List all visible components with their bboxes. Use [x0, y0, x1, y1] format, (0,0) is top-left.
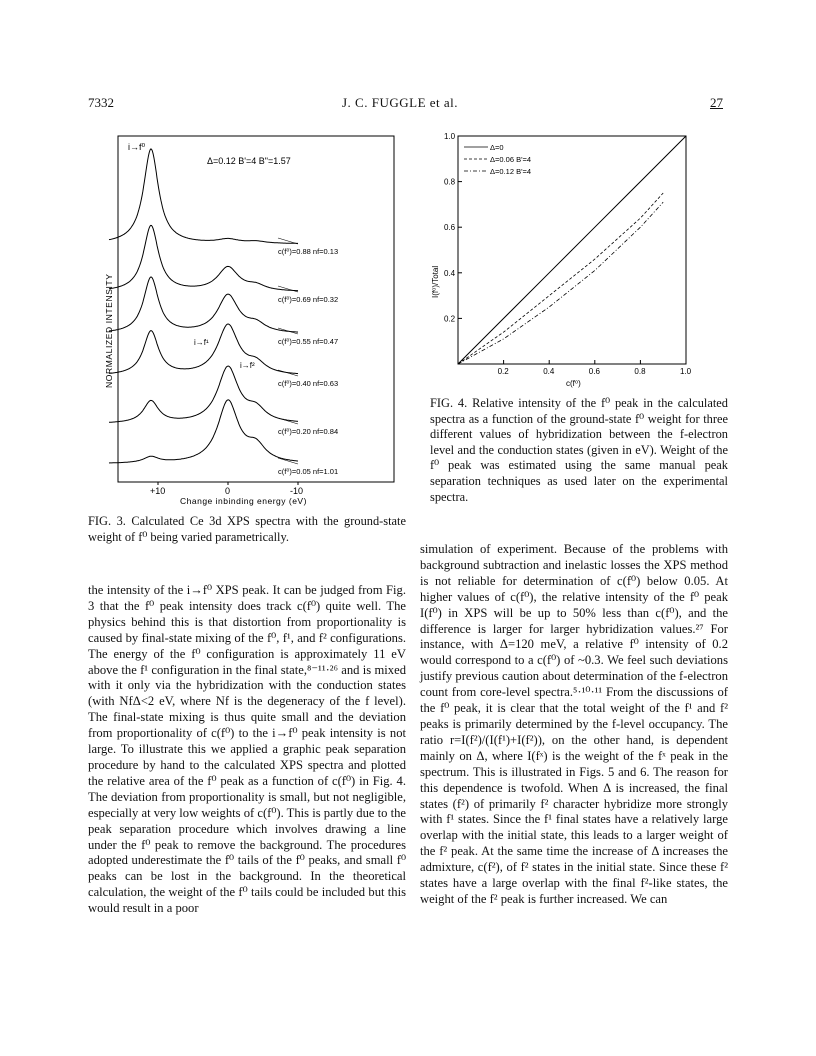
x-tick-label: +10: [150, 486, 166, 496]
x-tick-label: 0.6: [588, 367, 600, 376]
x-tick-label: 0.2: [497, 367, 509, 376]
x-tick-label: 1.0: [680, 367, 692, 376]
spectra-curves: [109, 149, 298, 464]
x-tick-label: -10: [290, 486, 304, 496]
series-line: [458, 193, 663, 364]
paragraph: simulation of experiment. Because of the problems with background subtraction and inelastic losses the XPS method is not reliable for determination of c(f⁰) below 0.05. At higher values of c(f⁰), the relative intensity of the f⁰ peak I(f⁰) in XPS will be up to 50% less than c(f⁰), and the difference is larger for larger hybridization values.²⁷ For instance, with Δ=120 meV, a relative f⁰ intensity of 0.2 would correspond to a c(f⁰) of ~0.3. We feel such deviations justify previous caution about determination of the f-electron count from core-level spectra.⁵·¹⁰·¹¹ From the discussions of the f⁰ peak, it is clear that the total weight of the f¹ and f² peaks is primarily determined by the f-level occupancy. The ratio r=I(f²)/(I(f¹)+I(f²)), on the other hand, is dependent mainly on Δ, where I(fˣ) is the weight of the fˣ peak in the spectrum. This is illustrated in Figs. 5 and 6. The reason for this dependence is twofold. When Δ is increased, the final states (f²) of primarily f² character hybridize more strongly with f¹ states. Since the f¹ final states have a relatively large overlap with the initial state, this leads to a larger weight of the f² peak. At the same time the increase of Δ increases the admixture, c(f²), of f² states in the initial state. Since these f² states have a large overlap with the final f²-like states, the weight of the f² peak is further increased. We can: [420, 542, 728, 906]
figure-3-caption: FIG. 3. Calculated Ce 3d XPS spectra with the ground-state weight of f⁰ being varied parametrically.: [88, 514, 406, 544]
figure-4-xlabel: c(f⁰): [566, 379, 581, 388]
figure-4-ylabel: I(f⁰)/Total: [431, 265, 440, 298]
spectrum-curve: [109, 400, 298, 463]
spectrum-curve: [109, 225, 298, 290]
running-head: J. C. FUGGLE et al.: [342, 95, 459, 110]
left-column-text: [88, 583, 406, 917]
peak-label-f1: i→f¹: [194, 338, 209, 347]
curve-label: c(f⁰)=0.40 nf=0.63: [278, 379, 339, 388]
x-tick-label: 0.8: [634, 367, 646, 376]
x-tick-label: 0: [225, 486, 231, 496]
spectrum-curve: [109, 366, 298, 422]
peak-label-f2: i→f²: [240, 361, 255, 370]
y-tick-label: 0.6: [444, 223, 456, 233]
peak-label-f0: i→f⁰: [128, 142, 146, 152]
figure-3-xlabel: Change inbinding energy (eV): [180, 496, 307, 506]
volume-number: 27: [710, 95, 723, 110]
curve-leader-line: [278, 328, 298, 334]
figure-4-plot: [444, 132, 692, 376]
y-tick-label: 0.4: [444, 268, 456, 278]
curve-label: c(f⁰)=0.20 nf=0.84: [278, 427, 339, 436]
figure-4-caption: FIG. 4. Relative intensity of the f⁰ peak in the calculated spectra as a function of the ground-state f⁰ weight for three different values of hybridization between the f-electron level and the conduction states (given in eV). Weight of the f⁰ peak was estimated using the same manual peak separation techniques as used later on the experimental spectra.: [430, 396, 728, 504]
page-number: 7332: [88, 95, 114, 110]
spectra-curve-labels: [278, 247, 338, 476]
paragraph: the intensity of the i→f⁰ XPS peak. It can be judged from Fig. 3 that the f⁰ peak intensity does track c(f⁰) quite well. The physics behind this is that distortion from proportionality is caused by final-state mixing of the f⁰, f¹, and f² configurations. The energy of the f⁰ configuration is approximately 11 eV above the f¹ configuration in the final state,⁸⁻¹¹·²⁶ and is mixed with it only via the hybridization with the conduction states (with NfΔ<2 eV, where Nf is the degeneracy of the f level). The final-state mixing is thus quite small and the deviation from proportionality of c(f⁰) to the i→f⁰ peak intensity is not large. To illustrate this we applied a graphic peak separation procedure by hand to the calculated XPS spectra and plotted the relative area of the f⁰ peak as a function of c(f⁰) in Fig. 4. The deviation from proportionality is small, but not negligible, especially at very low weights of c(f⁰). This is partly due to the peak separation procedure which involves drawing a line under the f⁰ peak to remove the background. The procedures adopted underestimate the f⁰ tails of the f⁰ peaks, and small f⁰ peaks can be lost in the background. In the theoretical calculation, the weight of the f⁰ tails could be included but this would result in a poor: [88, 583, 406, 916]
curve-label: c(f⁰)=0.69 nf=0.32: [278, 295, 339, 304]
y-tick-label: 0.8: [444, 177, 456, 187]
legend-label: Δ=0: [490, 143, 504, 152]
curve-label: c(f⁰)=0.05 nf=1.01: [278, 467, 339, 476]
figure-3-params: Δ=0.12 B'=4 B"=1.57: [207, 156, 291, 166]
right-column-text: [420, 542, 728, 908]
spectrum-curve: [109, 324, 298, 374]
y-tick-label: 1.0: [444, 132, 456, 141]
x-tick-label: 0.4: [543, 367, 555, 376]
curve-label: c(f⁰)=0.55 nf=0.47: [278, 337, 339, 346]
figure-4-chart: [420, 128, 710, 390]
y-tick-label: 0.2: [444, 314, 456, 324]
legend-label: Δ=0.12 B'=4: [490, 167, 532, 176]
figure-3-spectra: [100, 128, 400, 506]
figure-3-ylabel: NORMALIZED INTENSITY: [104, 273, 114, 388]
series-line: [458, 202, 663, 364]
curve-leader-line: [278, 286, 298, 292]
curve-label: c(f⁰)=0.88 nf=0.13: [278, 247, 339, 256]
legend-label: Δ=0.06 B'=4: [490, 155, 532, 164]
